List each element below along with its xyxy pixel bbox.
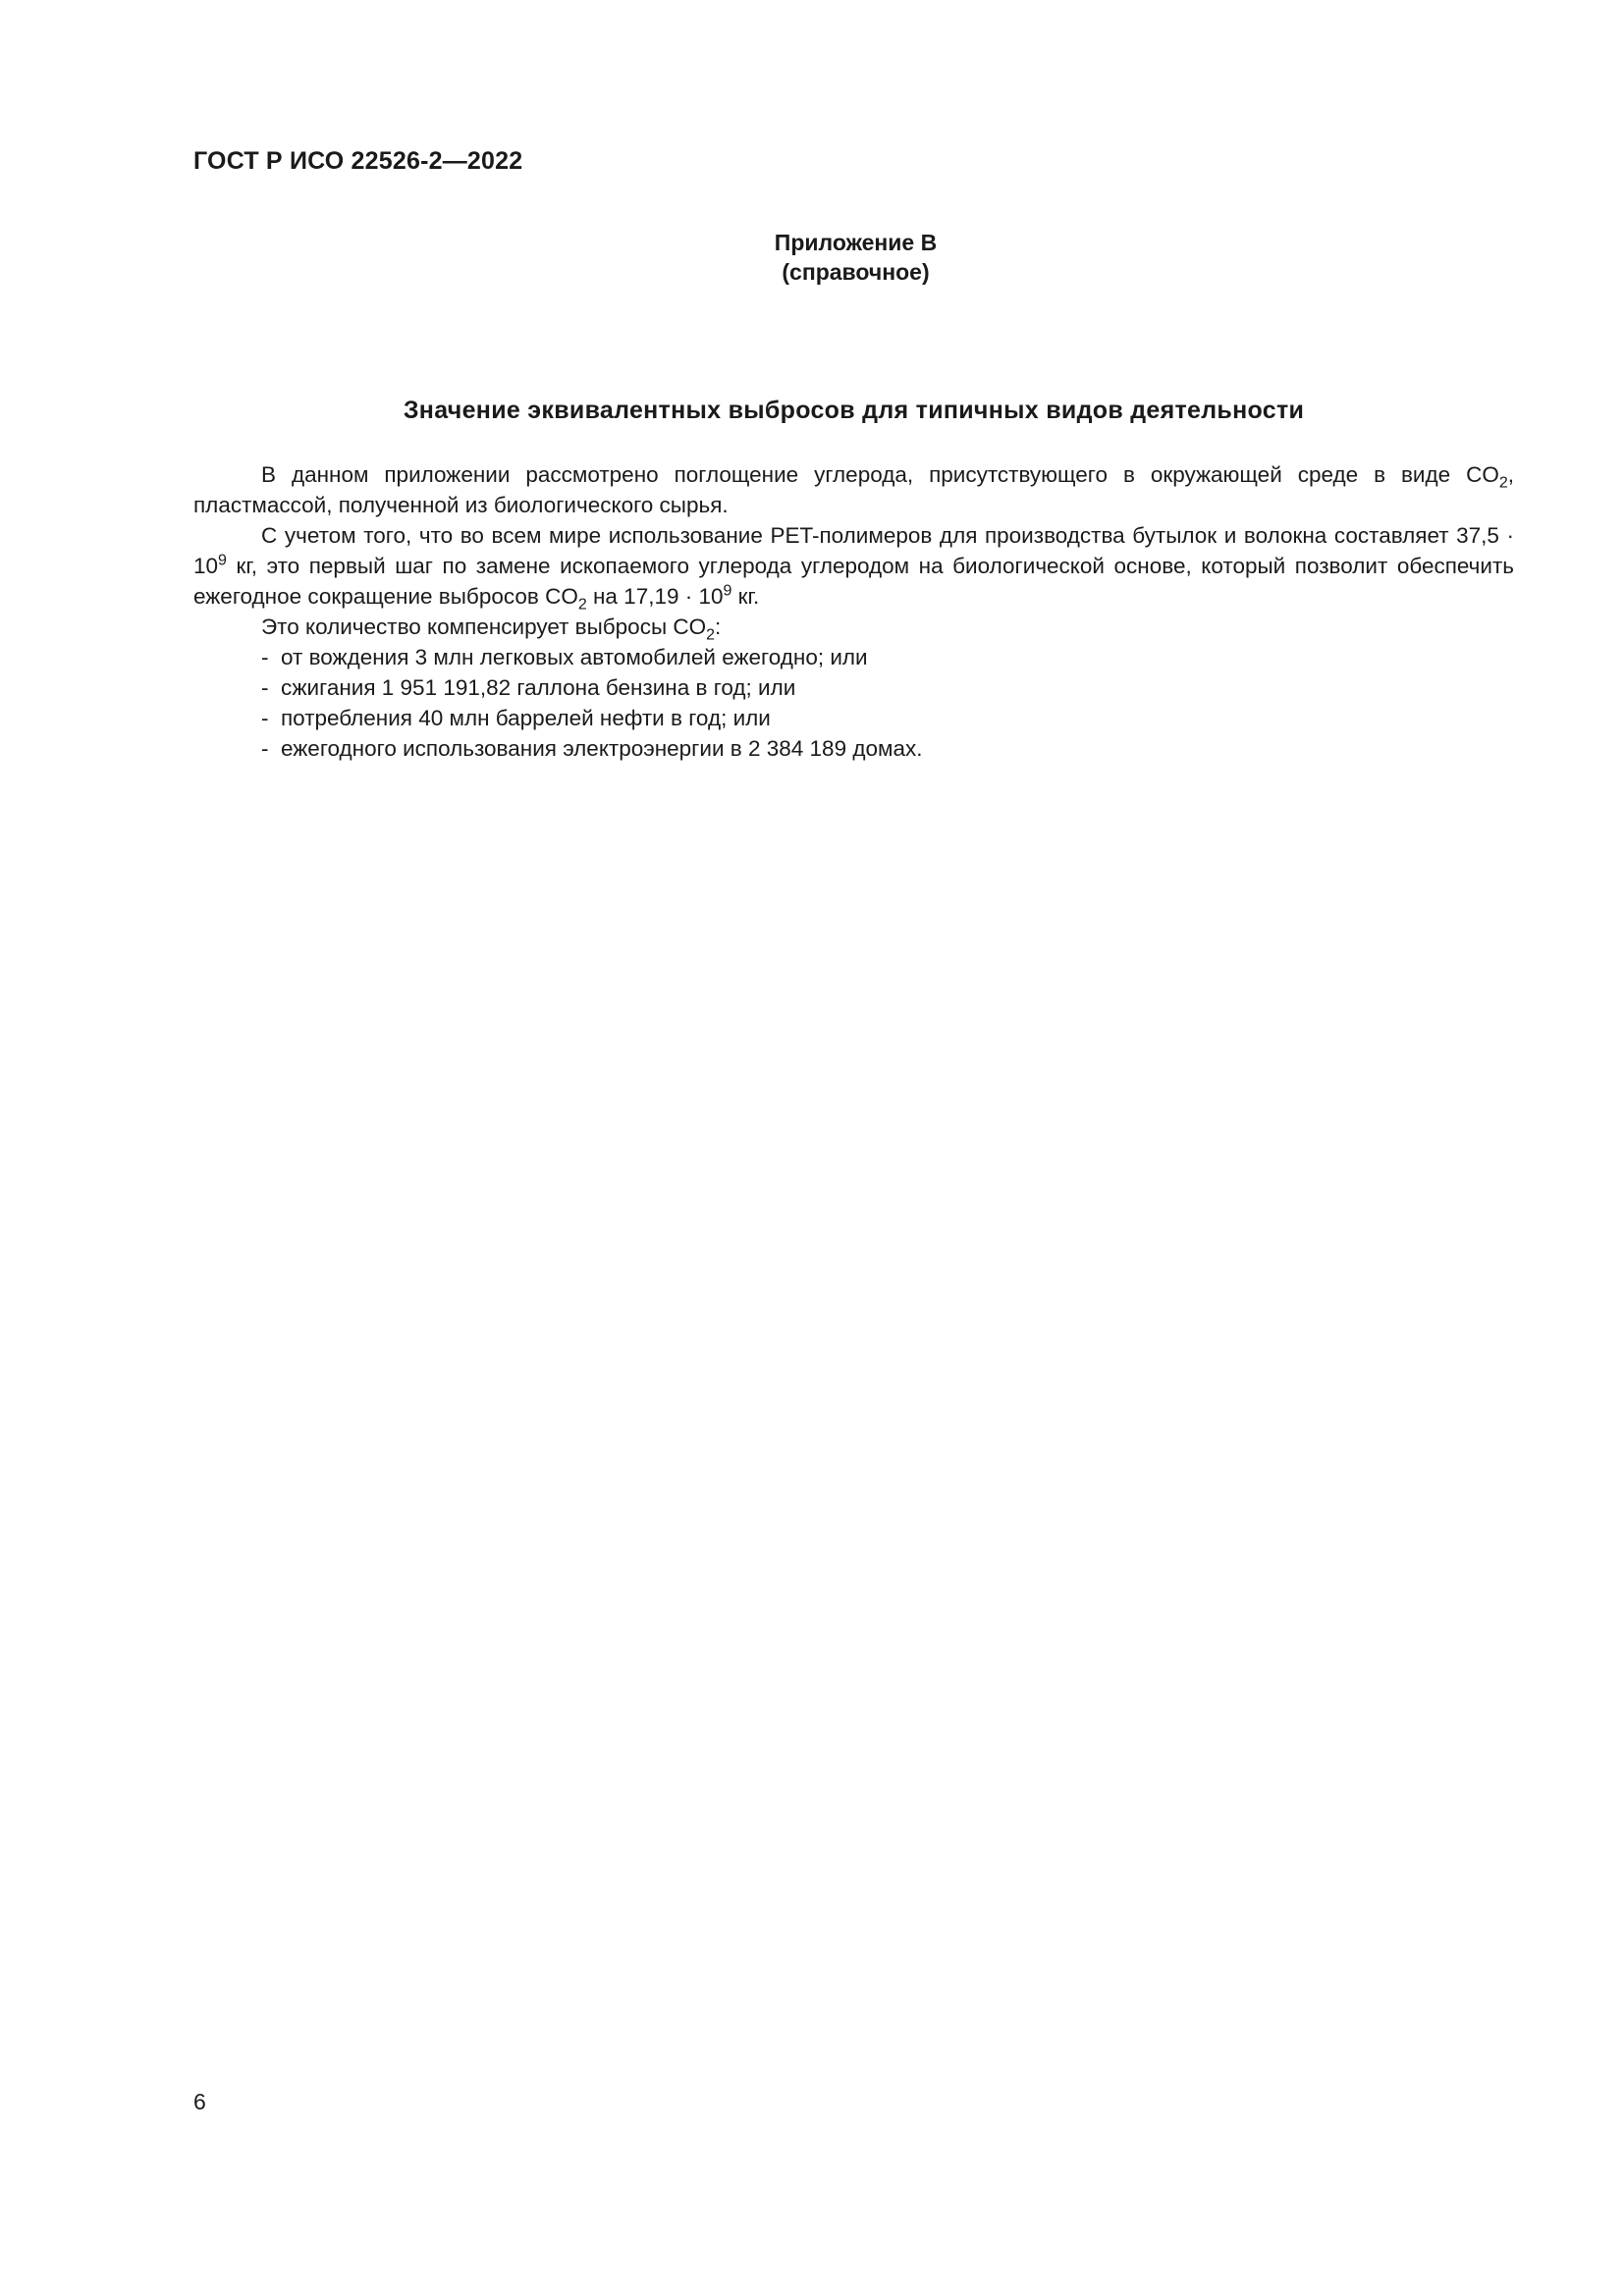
document-body — [193, 459, 1514, 764]
superscript-9: 9 — [218, 552, 227, 569]
list-item — [193, 703, 1514, 733]
paragraph-2 — [193, 520, 1514, 612]
document-code-header: ГОСТ Р ИСО 22526-2—2022 — [193, 147, 523, 175]
list-dash: - — [261, 706, 269, 730]
superscript-9: 9 — [723, 582, 732, 600]
paragraph-2-text-c: на 17,19 · 10 — [586, 584, 724, 609]
annex-title: Приложение В — [774, 230, 938, 255]
paragraph-2-text-a: С учетом того, что во всем мире использование PET-полимеров для производства бутылок и волокна составляет 37,5 · 10 — [193, 523, 1514, 578]
list-item-text: потребления 40 млн баррелей нефти в год; или — [281, 706, 771, 730]
paragraph-2-text-b: кг, это первый шаг по замене ископаемого углерода углеродом на биологической основе, который позволит обеспечить ежегодное сокращение выбросов CO — [193, 554, 1514, 609]
list-item-text: ежегодного использования электроэнергии в 2 384 189 домах. — [281, 736, 923, 761]
paragraph-1-text-b: , пластмассой, полученной из биологического сырья. — [193, 462, 1514, 517]
equivalents-list — [193, 642, 1514, 764]
list-item-text: от вождения 3 млн легковых автомобилей ежегодно; или — [281, 645, 868, 669]
subscript-2: 2 — [1498, 474, 1508, 492]
subscript-2: 2 — [706, 626, 716, 644]
list-dash: - — [261, 736, 269, 761]
paragraph-3-text-b: : — [715, 614, 722, 639]
paragraph-1-text-a: В данном приложении рассмотрено поглощение углерода, присутствующего в окружающей среде в виде CO — [261, 462, 1499, 487]
page-number: 6 — [193, 2089, 206, 2114]
list-dash: - — [261, 645, 269, 669]
paragraph-1 — [193, 459, 1514, 520]
section-title: Значение эквивалентных выбросов для типичных видов деятельности — [403, 397, 1305, 424]
annex-kind: (справочное) — [782, 259, 930, 285]
list-dash: - — [261, 675, 269, 700]
list-item — [193, 672, 1514, 703]
paragraph-3 — [193, 612, 1514, 642]
list-item — [193, 733, 1514, 764]
paragraph-2-text-d: кг. — [731, 584, 760, 609]
list-item-text: сжигания 1 951 191,82 галлона бензина в год; или — [281, 675, 796, 700]
subscript-2: 2 — [577, 596, 587, 614]
list-item — [193, 642, 1514, 672]
paragraph-3-text-a: Это количество компенсирует выбросы CO — [261, 614, 707, 639]
